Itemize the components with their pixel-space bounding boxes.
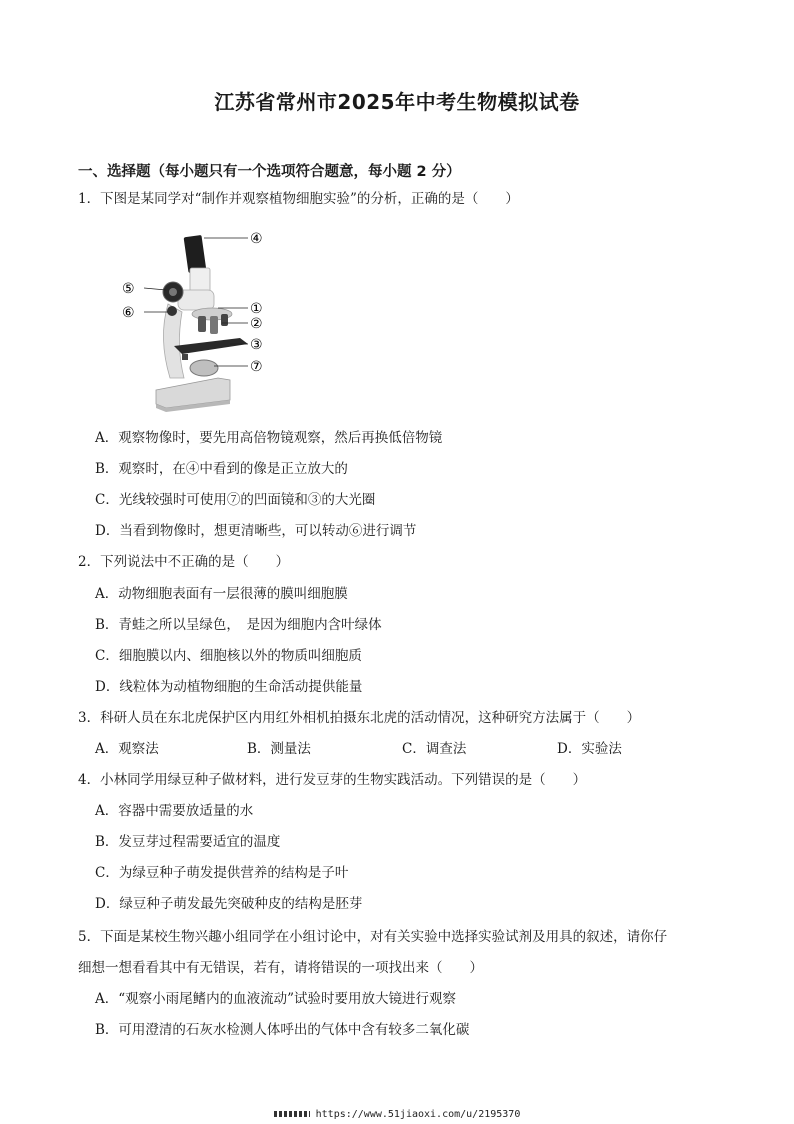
question-2-option-a: A．动物细胞表面有一层很薄的膜叫细胞膜 [95,586,348,602]
question-3-option-a: A．观察法 [95,741,159,757]
figure-label: ⑥ [122,305,135,321]
question-4-option-d: D．绿豆种子萌发最先突破种皮的结构是胚芽 [95,896,363,912]
question-4-option-c: C．为绿豆种子萌发提供营养的结构是子叶 [95,865,349,881]
page-title: 江苏省常州市2025年中考生物模拟试卷 [214,90,580,114]
question-1-option-a: A．观察物像时，要先用高倍物镜观察，然后再换低倍物镜 [95,430,443,446]
figure-label: ④ [250,231,263,247]
figure-label: ① [250,301,263,317]
figure-label: ⑤ [122,281,135,297]
question-1-option-d: D．当看到物像时，想更清晰些，可以转动⑥进行调节 [95,523,417,539]
question-5-option-b: B．可用澄清的石灰水检测人体呼出的气体中含有较多二氧化碳 [95,1022,470,1038]
question-1-stem: 1．下图是某同学对“制作并观察植物细胞实验”的分析，正确的是（ ） [78,191,519,207]
question-2-stem: 2．下列说法中不正确的是（ ） [78,554,290,570]
question-3-stem: 3．科研人员在东北虎保护区内用红外相机拍摄东北虎的活动情况，这种研究方法属于（ ） [78,710,641,726]
page-footer [0,1109,794,1120]
question-2-option-c: C．细胞膜以内、细胞核以外的物质叫细胞质 [95,648,362,664]
question-3-option-d: D．实验法 [557,741,622,757]
question-5-stem: 5．下面是某校生物兴趣小组同学在小组讨论中，对有关实验中选择实验试剂及用具的叙述，请你仔 [78,929,668,945]
figure-label: ⑦ [250,359,263,375]
question-3-option-b: B．测量法 [247,741,311,757]
fine-focus-knob [167,306,177,316]
question-4-stem: 4．小林同学用绿豆种子做材料，进行发豆芽的生物实践活动。下列错误的是（ ） [78,772,587,788]
question-1-option-c: C．光线较强时可使用⑦的凹面镜和③的大光圈 [95,492,376,508]
microscope-figure [118,228,278,413]
objective-lens [198,316,206,332]
site-logo-icon [274,1111,310,1117]
question-5-stem-continued: 细想一想看看其中有无错误，若有，请将错误的一项找出来（ ） [78,960,483,976]
question-5-option-a: A．“观察小雨尾鳍内的血液流动”试验时要用放大镜进行观察 [95,991,457,1007]
question-1-option-b: B．观察时，在④中看到的像是正立放大的 [95,461,348,477]
figure-label: ② [250,316,263,332]
mirror [190,360,218,376]
question-4-option-b: B．发豆芽过程需要适宜的温度 [95,834,281,850]
section-heading: 一、选择题（每小题只有一个选项符合题意，每小题 2 分） [78,164,461,180]
eyepiece [184,235,207,273]
question-3-option-c: C．调查法 [402,741,467,757]
question-2-option-b: B．青蛙之所以呈绿色， 是因为细胞内含叶绿体 [95,617,382,633]
question-4-option-a: A．容器中需要放适量的水 [95,803,254,819]
stage [174,338,248,354]
question-2-option-d: D．线粒体为动植物细胞的生命活动提供能量 [95,679,363,695]
figure-label: ③ [250,337,263,353]
footer-url[interactable]: https://www.51jiaoxi.com/u/2195370 [315,1109,521,1120]
